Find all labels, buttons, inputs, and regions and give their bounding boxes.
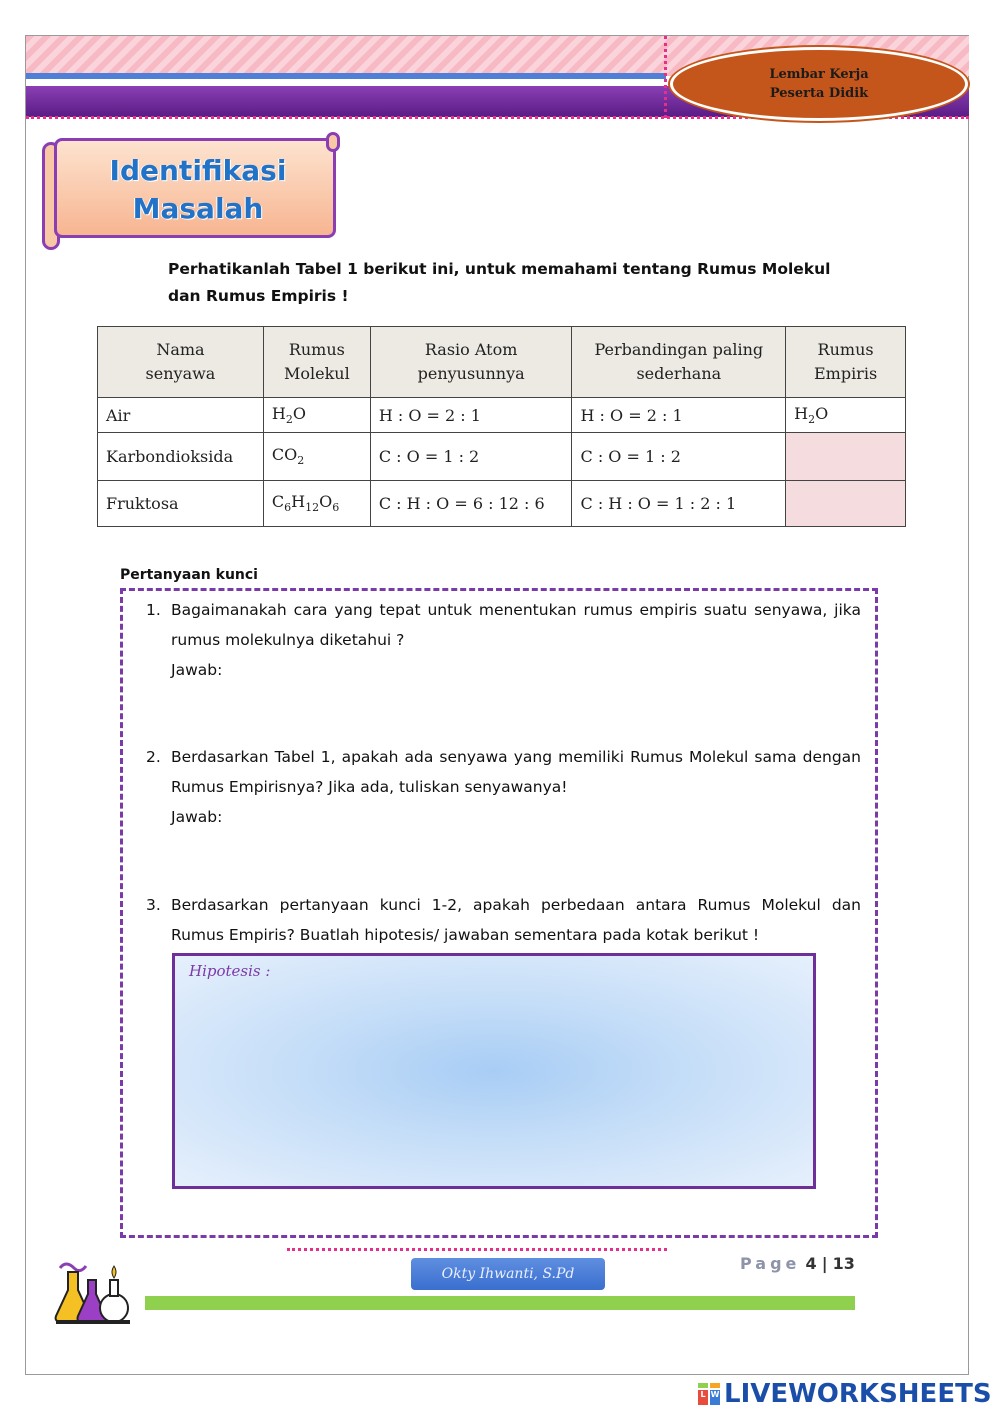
- cell-ratio: H : O = 2 : 1: [370, 398, 572, 433]
- cell-name: Karbondioksida: [98, 433, 264, 481]
- header-perbandingan: Perbandingan paling sederhana: [572, 327, 786, 398]
- question-text: Bagaimanakah cara yang tepat untuk menentukan rumus empiris suatu senyawa, jika rumus molekulnya diketahui ?: [171, 601, 861, 649]
- section-title: [60, 152, 336, 228]
- liveworksheets-icon: L W: [698, 1383, 720, 1405]
- section-banner: [42, 132, 338, 248]
- question-text: Berdasarkan pertanyaan kunci 1-2, apakah perbedaan antara Rumus Molekul dan Rumus Empiris? Buatlah hipotesis/ jawaban sementara pada kotak berikut !: [171, 896, 861, 944]
- header-rumus-molekul: Rumus Molekul: [263, 327, 370, 398]
- section-title-line-1: Identifikasi: [109, 154, 287, 187]
- intro-text: Perhatikanlah Tabel 1 berikut ini, untuk memahami tentang Rumus Molekul dan Rumus Empiris !: [168, 260, 831, 305]
- liveworksheets-logo: [698, 1378, 992, 1410]
- chemistry-flasks-icon: [52, 1258, 132, 1326]
- cell-name: Air: [98, 398, 264, 433]
- cell-molecular-formula: $CO_2$: [263, 433, 370, 481]
- header-vertical-dots: [664, 36, 667, 118]
- key-questions-title: Pertanyaan kunci: [120, 567, 258, 583]
- question-number: 1.: [146, 601, 161, 619]
- formula-table: [97, 326, 906, 527]
- hypothesis-box[interactable]: [172, 953, 816, 1189]
- question-number: 2.: [146, 748, 161, 766]
- answer-field-empirical-fructose[interactable]: [786, 481, 906, 527]
- page-label: Page: [740, 1254, 801, 1273]
- cell-simplest: C : O = 1 : 2: [572, 433, 786, 481]
- question-text: Berdasarkan Tabel 1, apakah ada senyawa yang memiliki Rumus Molekul sama dengan Rumus Empirisnya? Jika ada, tuliskan senyawanya!: [171, 748, 861, 796]
- table-row: [98, 481, 906, 527]
- cell-empirical-formula: $H_2O$: [786, 398, 906, 433]
- answer-label: Jawab:: [171, 661, 223, 679]
- table-header-row: [98, 327, 906, 398]
- page-current: 4: [805, 1254, 817, 1273]
- header-rasio-atom: Rasio Atom penyusunnya: [370, 327, 572, 398]
- cell-molecular-formula: $H_2O$: [263, 398, 370, 433]
- header-nama-senyawa: Nama senyawa: [98, 327, 264, 398]
- table-row: [98, 433, 906, 481]
- cell-molecular-formula: $C_6H_{12}O_6$: [263, 481, 370, 527]
- badge-line-2: Peserta Didik: [769, 86, 869, 101]
- question-number: 3.: [146, 896, 161, 914]
- section-title-line-2: Masalah: [132, 192, 264, 225]
- footer-green-bar: [145, 1296, 855, 1310]
- header-rumus-empiris: Rumus Empiris: [786, 327, 906, 398]
- answer-label: Jawab:: [171, 808, 223, 826]
- hypothesis-label: Hipotesis :: [189, 962, 271, 980]
- cell-ratio: C : O = 1 : 2: [370, 433, 572, 481]
- page-separator: |: [821, 1254, 828, 1273]
- table-row: [98, 398, 906, 433]
- cell-simplest: C : H : O = 1 : 2 : 1: [572, 481, 786, 527]
- worksheet-badge: [670, 47, 968, 121]
- author-badge: Okty Ihwanti, S.Pd: [411, 1258, 605, 1290]
- header-blue-line: [26, 73, 666, 79]
- answer-field-empirical-co2[interactable]: [786, 433, 906, 481]
- page-total: 13: [832, 1254, 855, 1273]
- cell-simplest: H : O = 2 : 1: [572, 398, 786, 433]
- scroll-curl-right: [326, 132, 340, 152]
- footer-dots: [287, 1248, 667, 1251]
- cell-name: Fruktosa: [98, 481, 264, 527]
- cell-ratio: C : H : O = 6 : 12 : 6: [370, 481, 572, 527]
- badge-line-1: Lembar Kerja: [769, 67, 869, 82]
- liveworksheets-brand: LIVEWORKSHEETS: [724, 1379, 992, 1409]
- page-number: [740, 1254, 855, 1273]
